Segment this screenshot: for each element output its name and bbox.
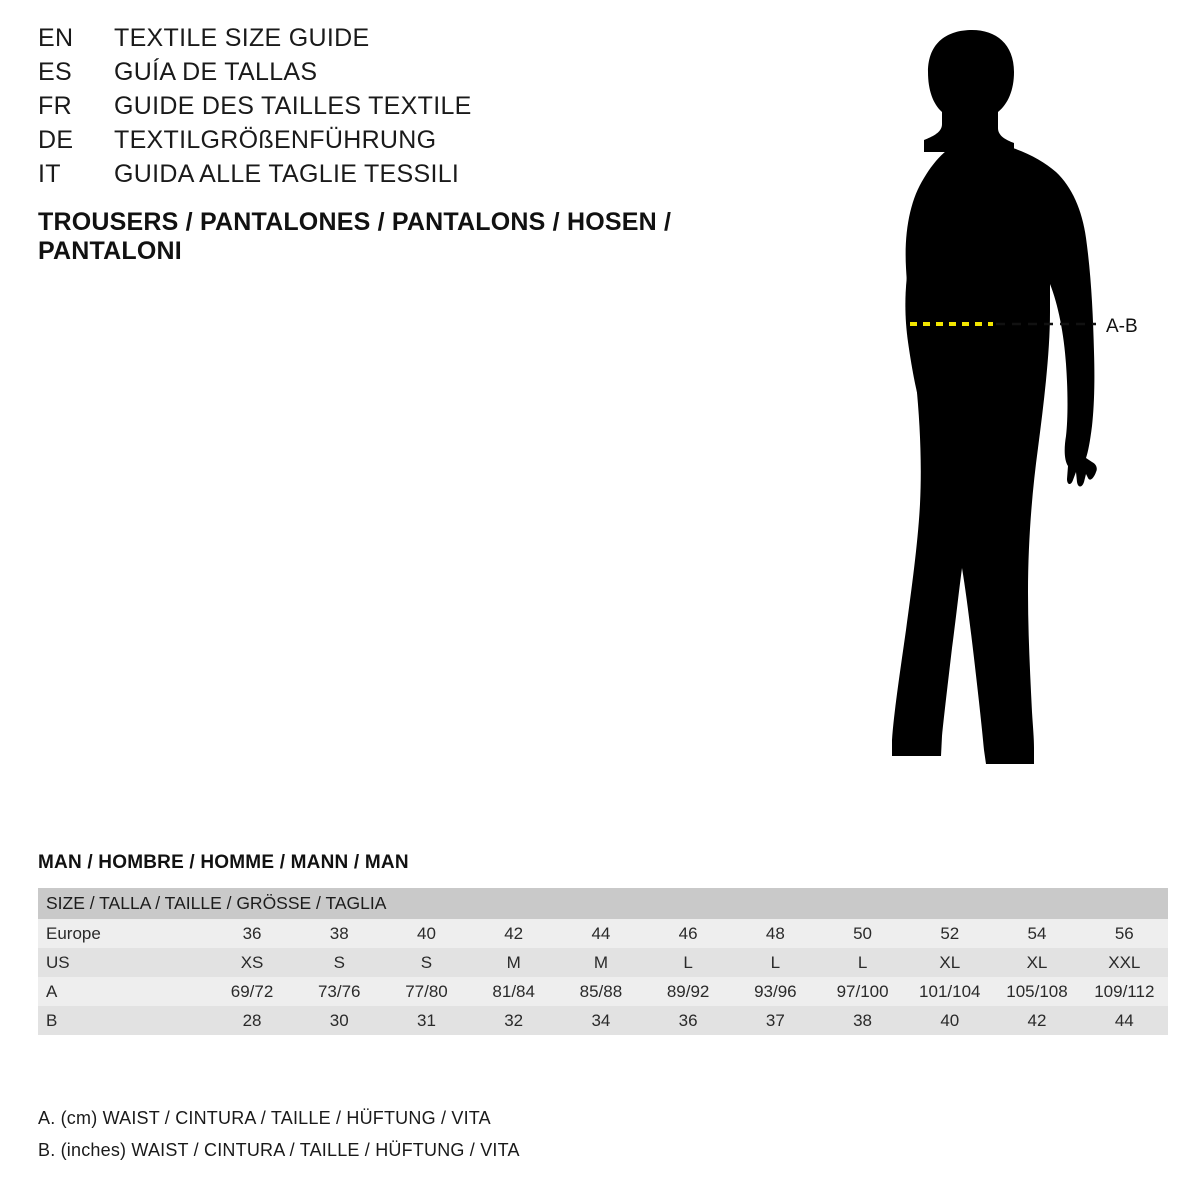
table-cell: 101/104	[906, 977, 993, 1006]
language-title: GUÍA DE TALLAS	[114, 58, 318, 86]
table-cell: 38	[296, 919, 383, 948]
language-row	[38, 60, 798, 85]
language-code: IT	[38, 160, 61, 188]
table-cell: M	[470, 948, 557, 977]
table-cell: 97/100	[819, 977, 906, 1006]
header-block	[38, 26, 798, 266]
table-row	[38, 1006, 1168, 1035]
table-cell: L	[645, 948, 732, 977]
table-cell: 40	[906, 1006, 993, 1035]
table-cell: 93/96	[732, 977, 819, 1006]
size-table-section	[38, 852, 1168, 1035]
table-cell: 32	[470, 1006, 557, 1035]
table-cell: 42	[993, 1006, 1080, 1035]
row-label: B	[38, 1006, 208, 1035]
table-cell: 31	[383, 1006, 470, 1035]
table-header-label: SIZE / TALLA / TAILLE / GRÖSSE / TAGLIA	[38, 888, 1168, 919]
row-label: A	[38, 977, 208, 1006]
table-cell: S	[383, 948, 470, 977]
table-cell: 37	[732, 1006, 819, 1035]
language-code: ES	[38, 58, 72, 86]
table-cell: 28	[208, 1006, 295, 1035]
table-cell: XXL	[1081, 948, 1168, 977]
table-cell: 50	[819, 919, 906, 948]
table-cell: 73/76	[296, 977, 383, 1006]
table-cell: XL	[906, 948, 993, 977]
man-silhouette-icon	[892, 30, 1097, 764]
table-cell: S	[296, 948, 383, 977]
footnote-a: A. (cm) WAIST / CINTURA / TAILLE / HÜFTUNG / VITA	[38, 1108, 491, 1128]
row-label: Europe	[38, 919, 208, 948]
garment-type-line: TROUSERS / PANTALONES / PANTALONS / HOSEN / PANTALONI	[38, 208, 672, 265]
table-cell: 81/84	[470, 977, 557, 1006]
language-title: GUIDE DES TAILLES TEXTILE	[114, 92, 472, 120]
table-cell: 30	[296, 1006, 383, 1035]
table-cell: XL	[993, 948, 1080, 977]
table-cell: 34	[557, 1006, 644, 1035]
size-table	[38, 888, 1168, 1035]
language-title: GUIDA ALLE TAGLIE TESSILI	[114, 160, 460, 188]
language-row	[38, 26, 798, 51]
row-label: US	[38, 948, 208, 977]
table-cell: 89/92	[645, 977, 732, 1006]
figure-illustration	[800, 12, 1200, 802]
language-code: FR	[38, 92, 72, 120]
table-cell: XS	[208, 948, 295, 977]
language-title: TEXTILGRÖßENFÜHRUNG	[114, 126, 437, 154]
table-row	[38, 948, 1168, 977]
table-cell: L	[732, 948, 819, 977]
table-cell: 56	[1081, 919, 1168, 948]
table-cell: 85/88	[557, 977, 644, 1006]
table-cell: 38	[819, 1006, 906, 1035]
table-cell: 36	[645, 1006, 732, 1035]
table-cell: 54	[993, 919, 1080, 948]
table-cell: 69/72	[208, 977, 295, 1006]
measurement-label: A-B	[1106, 316, 1138, 337]
table-cell: 46	[645, 919, 732, 948]
table-cell: 77/80	[383, 977, 470, 1006]
language-row	[38, 162, 798, 187]
footnote-b: B. (inches) WAIST / CINTURA / TAILLE / HÜFTUNG / VITA	[38, 1140, 520, 1160]
language-row	[38, 94, 798, 119]
table-cell: M	[557, 948, 644, 977]
table-cell: 44	[1081, 1006, 1168, 1035]
table-row	[38, 977, 1168, 1006]
language-code: DE	[38, 126, 74, 154]
table-cell: 52	[906, 919, 993, 948]
footnotes-block	[38, 1108, 938, 1172]
table-cell: 36	[208, 919, 295, 948]
table-cell: 48	[732, 919, 819, 948]
language-row	[38, 128, 798, 153]
table-cell: 42	[470, 919, 557, 948]
table-cell: L	[819, 948, 906, 977]
language-title: TEXTILE SIZE GUIDE	[114, 24, 370, 52]
table-cell: 44	[557, 919, 644, 948]
table-header-row	[38, 888, 1168, 919]
language-code: EN	[38, 24, 74, 52]
table-cell: 109/112	[1081, 977, 1168, 1006]
table-cell: 105/108	[993, 977, 1080, 1006]
table-cell: 40	[383, 919, 470, 948]
table-caption: MAN / HOMBRE / HOMME / MANN / MAN	[38, 852, 409, 873]
table-row	[38, 919, 1168, 948]
